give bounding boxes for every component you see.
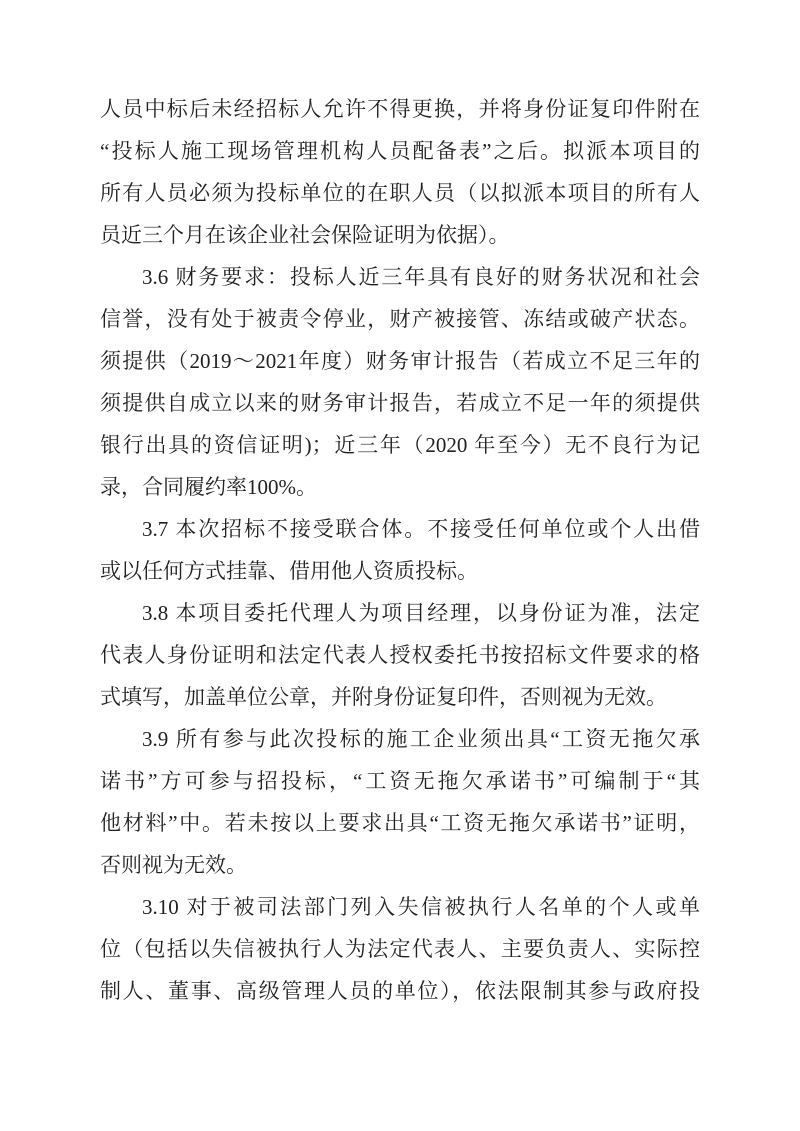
- para-3-7: [100, 508, 700, 592]
- text-line: 3.6 财务要求：投标人近三年具有良好的财务状况和社会: [142, 265, 700, 289]
- text-line: 员近三个月在该企业社会保险证明为依据）。: [100, 223, 510, 247]
- para-continuation: [100, 88, 700, 256]
- para-3-9: [100, 718, 700, 886]
- text-line: 代表人身份证明和法定代表人授权委托书按招标文件要求的格: [100, 643, 700, 667]
- text-line: 信誉，没有处于被责令停业，财产被接管、冻结或破产状态。: [100, 307, 700, 331]
- text-line: 3.8 本项目委托代理人为项目经理，以身份证为准，法定: [142, 601, 700, 625]
- para-3-6: [100, 256, 700, 508]
- text-line: 位（包括以失信被执行人为法定代表人、主要负责人、实际控: [100, 937, 700, 961]
- text-line: 3.10 对于被司法部门列入失信被执行人名单的个人或单: [142, 895, 700, 919]
- text-line: 录，合同履约率100%。: [100, 475, 317, 499]
- text-line: 诺书”方可参与招投标，“工资无拖欠承诺书”可编制于“其: [100, 769, 700, 793]
- para-3-8: [100, 592, 700, 718]
- text-line: 他材料”中。若未按以上要求出具“工资无拖欠承诺书”证明，: [100, 811, 700, 835]
- text-line: “投标人施工现场管理机构人员配备表”之后。拟派本项目的: [100, 139, 700, 163]
- text-line: 式填写，加盖单位公章，并附身份证复印件，否则视为无效。: [100, 685, 667, 709]
- text-line: 所有人员必须为投标单位的在职人员（以拟派本项目的所有人: [100, 181, 700, 205]
- text-line: 否则视为无效。: [100, 853, 247, 877]
- text-line: 3.9 所有参与此次投标的施工企业须出具“工资无拖欠承: [142, 727, 700, 751]
- text-line: 3.7 本次招标不接受联合体。不接受任何单位或个人出借: [142, 517, 700, 541]
- text-line: 制人、董事、高级管理人员的单位），依法限制其参与政府投: [100, 979, 700, 1003]
- text-line: 须提供（2019～2021年度）财务审计报告（若成立不足三年的: [100, 349, 700, 373]
- text-line: 或以任何方式挂靠、借用他人资质投标。: [100, 559, 478, 583]
- text-line: 人员中标后未经招标人允许不得更换，并将身份证复印件附在: [100, 97, 700, 121]
- text-line: 银行出具的资信证明)；近三年（2020 年至今）无不良行为记: [100, 433, 700, 457]
- text-line: 须提供自成立以来的财务审计报告，若成立不足一年的须提供: [100, 391, 700, 415]
- para-3-10: [100, 886, 700, 1012]
- document-text-block: [100, 88, 700, 1012]
